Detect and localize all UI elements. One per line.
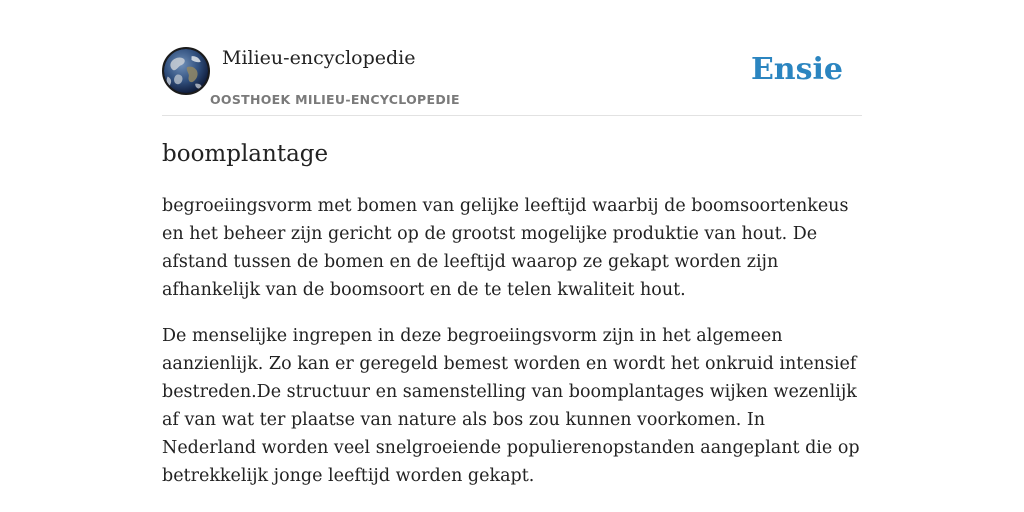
article-paragraph: begroeiingsvorm met bomen van gelijke leeftijd waarbij de boomsoortenkeus en het beheer zijn gericht op de grootst mogelijke produktie van hout. De afstand tussen de bomen en de leeftijd waarop ze gekapt worden zijn afhankelijk van de boomsoort en de te telen kwaliteit hout.: [162, 196, 849, 300]
earth-globe-graphic: [164, 49, 208, 93]
earth-globe-icon[interactable]: [162, 47, 210, 95]
article: [162, 136, 864, 490]
page-title: boomplantage: [162, 141, 329, 167]
site-header: [162, 0, 862, 116]
article-paragraph: De menselijke ingrepen in deze begroeiingsvorm zijn in het algemeen aanzienlijk. Zo kan er geregeld bemest worden en wordt het onkruid intensief bestreden.De structuur en samenstelling van boomplantages wijken wezenlijk af van wat ter plaatse van nature als bos zou kunnen voorkomen. In Nederland worden veel snelgroeiende populierenopstanden aangeplant die op betrekkelijk jonge leeftijd worden gekapt.: [162, 326, 860, 486]
site-title[interactable]: Milieu-encyclopedie: [222, 47, 416, 69]
brand-logo[interactable]: Ensie: [750, 52, 843, 87]
site-subtitle: OOSTHOEK MILIEU-ENCYCLOPEDIE: [210, 92, 460, 107]
